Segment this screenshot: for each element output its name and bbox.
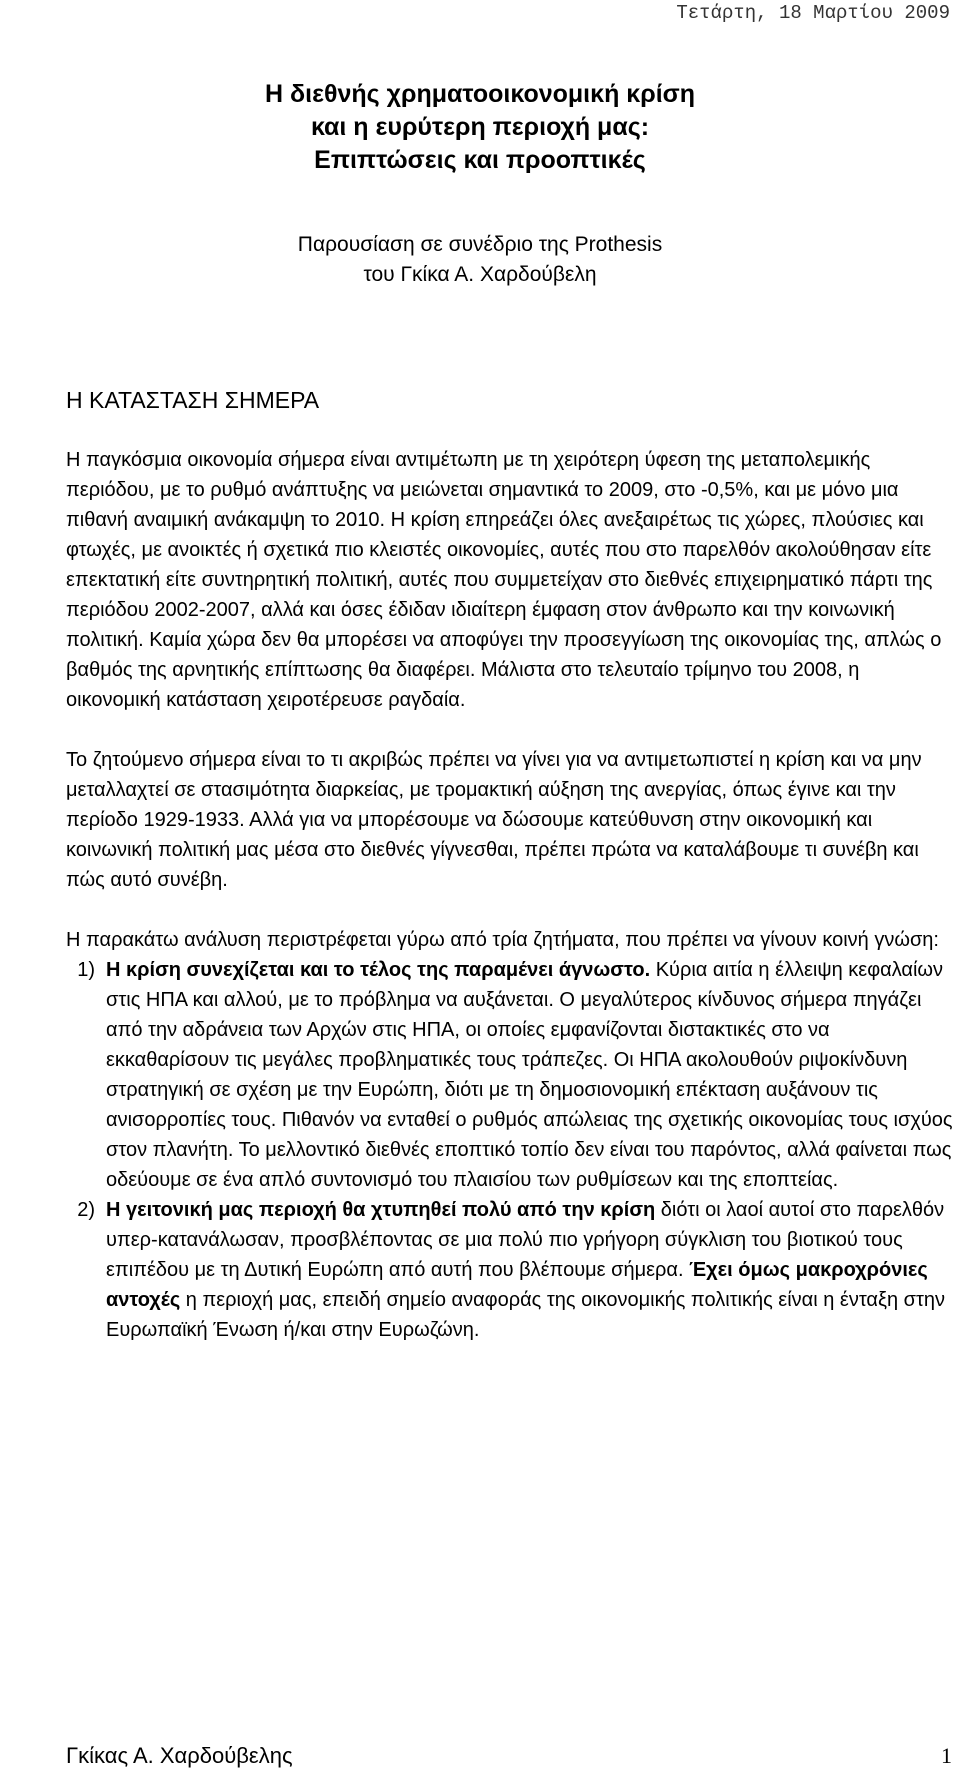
numbered-list (66, 955, 956, 1345)
list-item-bold: Η κρίση συνεχίζεται και το τέλος της παραμένει άγνωστο. (106, 959, 651, 981)
page-number: 1 (941, 1743, 952, 1768)
title-line: Η διεθνής χρηματοοικονομική κρίση (264, 80, 696, 108)
subtitle-line: του Γκίκα Α. Χαρδούβελη (363, 263, 597, 286)
document-subtitle (0, 230, 960, 290)
list-item-text: Κύρια αιτία η έλλειψη κεφαλαίων στις ΗΠΑ και αλλού, με το πρόβλημα να αυξάνεται. Ο μεγαλύτερος κίνδυνος σήμερα πηγάζει από την αδράνεια των Αρχών στις ΗΠΑ, οι οποίες εμφανίζονται διστακτικές στο να εκκαθαρίσουν τις μεγάλες προβληματικές τους τράπεζες. Οι ΗΠΑ ακολουθούν ριψοκίνδυνη στρατηγική σε σχέση με την Ευρώπη, διότι με τη δημοσιονομική επέκταση αυξάνουν τις ανισορροπίες τους. Πιθανόν να ενταθεί ο ρυθμός απώλειας της σχετικής οικονομίας τους ισχύος στον πλανήτη. Το μελλοντικό διεθνές εποπτικό τοπίο δεν είναι του παρόντος, αλλά φαίνεται πως οδεύουμε σε ένα απλό συντονισμό του πλαισίου των ρυθμίσεων και της εποπτείας. (106, 959, 953, 1191)
document-title (0, 78, 960, 177)
list-item-text: η περιοχή μας, επειδή σημείο αναφοράς της οικονομικής πολιτικής είναι η ένταξη στην Ευρωπαϊκή Ένωση ή/και στην Ευρωζώνη. (106, 1289, 945, 1341)
title-line: Επιπτώσεις και προοπτικές (314, 146, 646, 174)
header-date: Τετάρτη, 18 Μαρτίου 2009 (676, 2, 950, 24)
list-item (66, 1195, 956, 1345)
list-item-bold: Η γειτονική μας περιοχή θα χτυπηθεί πολύ από την κρίση (106, 1199, 656, 1221)
paragraph-text: Το ζητούμενο σήμερα είναι το τι ακριβώς πρέπει να γίνει για να αντιμετωπιστεί η κρίση και να μην μεταλλαχτεί σε στασιμότητα διαρκείας, με τρομακτική αύξηση της ανεργίας, όπως έγινε και την περίοδο 1929-1933. (66, 749, 922, 831)
paragraph (66, 445, 956, 715)
section-heading: Η ΚΑΤΑΣΤΑΣΗ ΣΗΜΕΡΑ (66, 387, 320, 413)
body-content (66, 445, 956, 1345)
paragraph-text: Αλλά για να μπορέσουμε να δώσουμε κατεύθυνση στην οικονομική και κοινωνική πολιτική μας μέσα στο διεθνές γίγνεσθαι, πρέπει πρώτα να καταλάβουμε τι συνέβη και πώς αυτό συνέβη. (66, 809, 919, 891)
footer-author: Γκίκας Α. Χαρδούβελης (66, 1743, 293, 1768)
paragraph-text: Καμία χώρα δεν θα μπορέσει να αποφύγει την προσεγγίωση της οικονομίας της, απλώς ο βαθμός της αρνητικής επίπτωσης θα διαφέρει. (66, 629, 942, 681)
paragraph-text: Η παγκόσμια οικονομία σήμερα είναι αντιμέτωπη με τη χειρότερη ύφεση της μεταπολεμικής περιόδου, με το ρυθμό ανάπτυξης να μειώνεται σημαντικά το 2009, στο -0,5%, και με μόνο μια πιθανή αναιμική ανάκαμψη το 2010. Η κρίση επηρεάζει όλες ανεξαιρέτως τις χώρες, πλούσιες και φτωχές, με ανοικτές ή σχετικά πιο κλειστές οικονομίες, αυτές που στο παρελθόν ακολούθησαν είτε επεκτατική είτε συντηρητική πολιτική, αυτές που συμμετείχαν στο διεθνές επιχειρηματικό πάρτι της περιόδου 2002-2007, αλλά και όσες έδιδαν ιδιαίτερη έμφαση στον άνθρωπο και την κοινωνική πολιτική. (66, 449, 933, 651)
list-item (66, 955, 956, 1195)
paragraph-text: Μάλιστα στο τελευταίο τρίμηνο του 2008, η οικονομική κατάσταση χειροτέρευσε ραγδαία. (66, 659, 860, 711)
subtitle-line: Παρουσίαση σε συνέδριο της Prothesis (297, 233, 663, 256)
title-line: και η ευρύτερη περιοχή μας: (310, 113, 650, 141)
list-item-text: διότι οι λαοί αυτοί στο παρελθόν υπερ-κατανάλωσαν, προσβλέποντας σε μια πολύ πιο γρήγορη σύγκλιση του βιοτικού τους επιπέδου με τη Δυτική Ευρώπη από αυτή που βλέπουμε σήμερα. (106, 1199, 945, 1281)
list-marker: 2) (77, 1199, 95, 1221)
list-marker: 1) (77, 959, 95, 981)
list-item-bold: Έχει όμως μακροχρόνιες αντοχές (106, 1259, 928, 1311)
paragraph (66, 745, 956, 895)
paragraph: Η παρακάτω ανάλυση περιστρέφεται γύρω από τρία ζητήματα, που πρέπει να γίνουν κοινή γνώση: (66, 929, 939, 951)
